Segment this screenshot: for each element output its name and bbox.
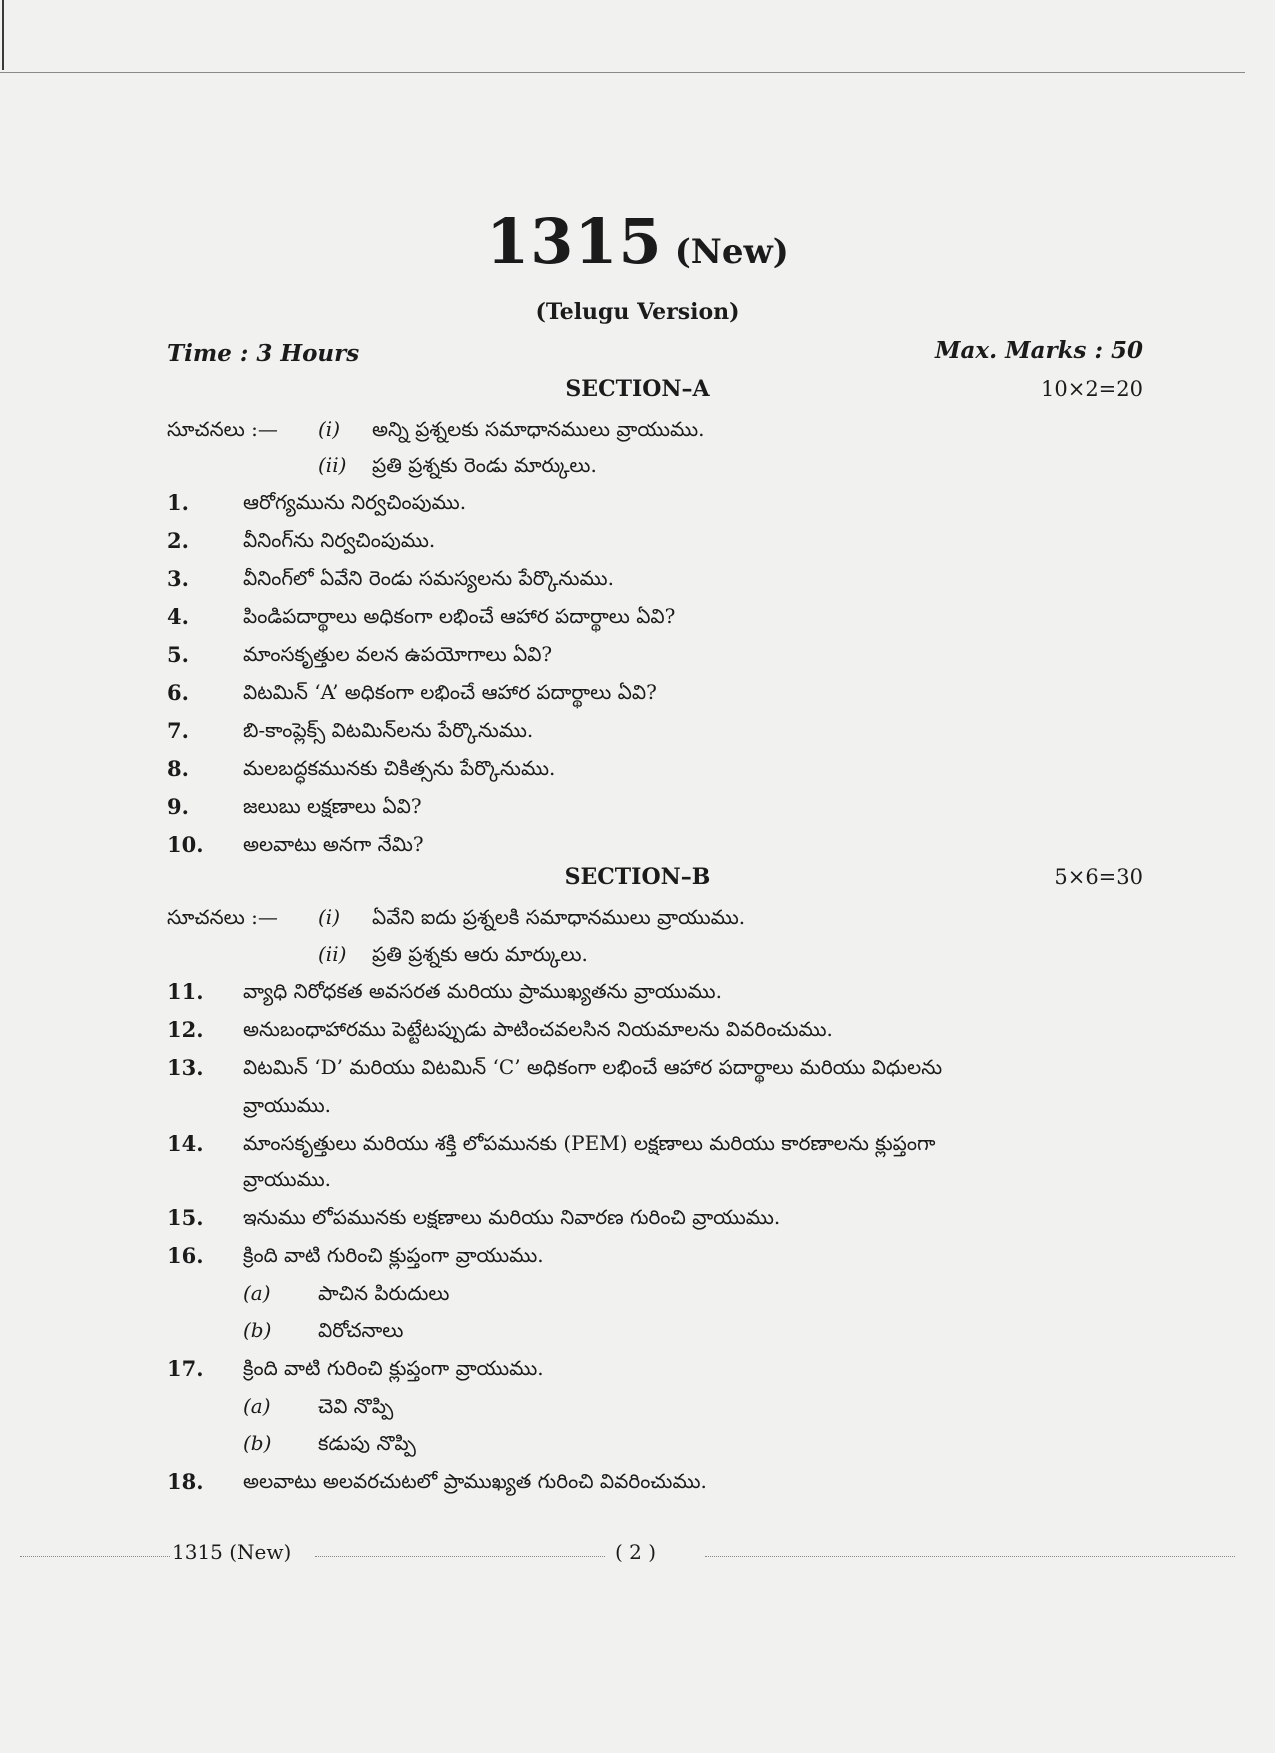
section-a-title: SECTION–A (565, 376, 710, 402)
question-number: 18. (167, 1469, 204, 1494)
footer-paper-code: 1315 (New) (172, 1540, 292, 1564)
question-number: 13. (167, 1055, 204, 1080)
question-text: జలుబు లక్షణాలు ఏవి? (243, 794, 422, 818)
time-allowed: Time : 3 Hours (167, 340, 360, 367)
question-text: మాంసకృత్తులు మరియు శక్తి లోపమునకు (PEM) లక్షణాలు మరియు కారణాలను క్లుప్తంగా (243, 1131, 936, 1155)
question-number: 1. (167, 490, 189, 515)
question-text: వీనింగ్‌లో ఏవేని రెండు సమస్యలను పేర్కొనుము. (243, 566, 614, 590)
paper-code: 1315 (486, 205, 663, 278)
question-text: పిండిపదార్థాలు అధికంగా లభించే ఆహార పదార్థాలు ఏవి? (243, 604, 676, 628)
section-a-instructions-label: సూచనలు :— (167, 417, 278, 441)
sub-question-text: కడుపు నొప్పి (318, 1431, 416, 1455)
section-a-marks: 10×2=20 (1041, 377, 1143, 401)
section-a-instruction-text: ప్రతి ప్రశ్నకు రెండు మార్కులు. (372, 453, 597, 477)
question-text: క్రింది వాటి గురించి క్లుప్తంగా వ్రాయుము. (243, 1356, 544, 1380)
question-number: 10. (167, 832, 204, 857)
question-text: ఇనుము లోపమునకు లక్షణాలు మరియు నివారణ గురించి వ్రాయుము. (243, 1205, 781, 1229)
footer-rule-right (705, 1556, 1235, 1558)
question-text-continued: వ్రాయుము. (243, 1167, 332, 1191)
paper-code-title (0, 205, 1275, 278)
question-number: 7. (167, 718, 189, 743)
question-number: 16. (167, 1243, 204, 1268)
question-number: 14. (167, 1131, 204, 1156)
section-b-instruction-num: (ii) (318, 942, 347, 966)
question-text: మాంసకృత్తుల వలన ఉపయోగాలు ఏవి? (243, 642, 553, 666)
footer-page-number: ( 2 ) (615, 1540, 657, 1564)
question-text: వీనింగ్‌ను నిర్వచింపుము. (243, 528, 436, 552)
sub-question-text: పాచిన పిరుదులు (318, 1281, 450, 1305)
question-text: అలవాటు అనగా నేమి? (243, 832, 424, 856)
question-text: అలవాటు అలవరచుటలో ప్రాముఖ్యత గురించి వివరించుము. (243, 1469, 707, 1493)
sub-question-label: (b) (243, 1431, 272, 1455)
question-number: 12. (167, 1017, 204, 1042)
question-number: 3. (167, 566, 189, 591)
section-a-instruction-num: (i) (318, 417, 341, 441)
paper-edition: (New) (674, 232, 789, 272)
footer-rule-left (20, 1556, 170, 1558)
question-text: బి-కాంప్లెక్స్ విటమిన్‌లను పేర్కొనుము. (243, 718, 534, 742)
section-a-instruction-num: (ii) (318, 453, 347, 477)
question-text: వ్యాధి నిరోధకత అవసరత మరియు ప్రాముఖ్యతను వ్రాయుము. (243, 979, 722, 1003)
question-number: 11. (167, 979, 204, 1004)
question-number: 2. (167, 528, 189, 553)
section-b-title: SECTION–B (564, 864, 711, 890)
section-b-instruction-text: ఏవేని ఐదు ప్రశ్నలకి సమాధానములు వ్రాయుము. (372, 905, 746, 929)
question-number: 8. (167, 756, 189, 781)
sub-question-text: విరోచనాలు (318, 1318, 404, 1342)
question-number: 15. (167, 1205, 204, 1230)
sub-question-label: (b) (243, 1318, 272, 1342)
sub-question-label: (a) (243, 1394, 271, 1418)
question-number: 17. (167, 1356, 204, 1381)
section-a-instruction-text: అన్ని ప్రశ్నలకు సమాధానములు వ్రాయుము. (372, 417, 705, 441)
question-text: క్రింది వాటి గురించి క్లుప్తంగా వ్రాయుము. (243, 1243, 544, 1267)
question-text: అనుబంధాహారము పెట్టేటప్పుడు పాటించవలసిన నియమాలను వివరించుము. (243, 1017, 833, 1041)
question-text: విటమిన్ ‘D’ మరియు విటమిన్ ‘C’ అధికంగా లభించే ఆహార పదార్థాలు మరియు విధులను (243, 1055, 943, 1079)
paper-version: (Telugu Version) (535, 299, 740, 325)
section-b-marks: 5×6=30 (1054, 865, 1143, 889)
question-text: మలబద్ధకమునకు చికిత్సను పేర్కొనుము. (243, 756, 556, 780)
scan-edge-left (2, 0, 4, 70)
question-number: 6. (167, 680, 189, 705)
question-text: విటమిన్ ‘A’ అధికంగా లభించే ఆహార పదార్థాలు ఏవి? (243, 680, 657, 704)
sub-question-text: చెవి నొప్పి (318, 1394, 394, 1418)
question-number: 9. (167, 794, 189, 819)
question-number: 4. (167, 604, 189, 629)
max-marks: Max. Marks : 50 (935, 337, 1143, 364)
question-number: 5. (167, 642, 189, 667)
scan-edge-top (0, 72, 1245, 73)
question-text: ఆరోగ్యమును నిర్వచింపుము. (243, 490, 467, 514)
question-text-continued: వ్రాయుము. (243, 1093, 332, 1117)
section-b-instruction-text: ప్రతి ప్రశ్నకు ఆరు మార్కులు. (372, 942, 588, 966)
section-b-instruction-num: (i) (318, 905, 341, 929)
section-b-instructions-label: సూచనలు :— (167, 905, 278, 929)
footer-rule-middle (315, 1556, 605, 1558)
sub-question-label: (a) (243, 1281, 271, 1305)
